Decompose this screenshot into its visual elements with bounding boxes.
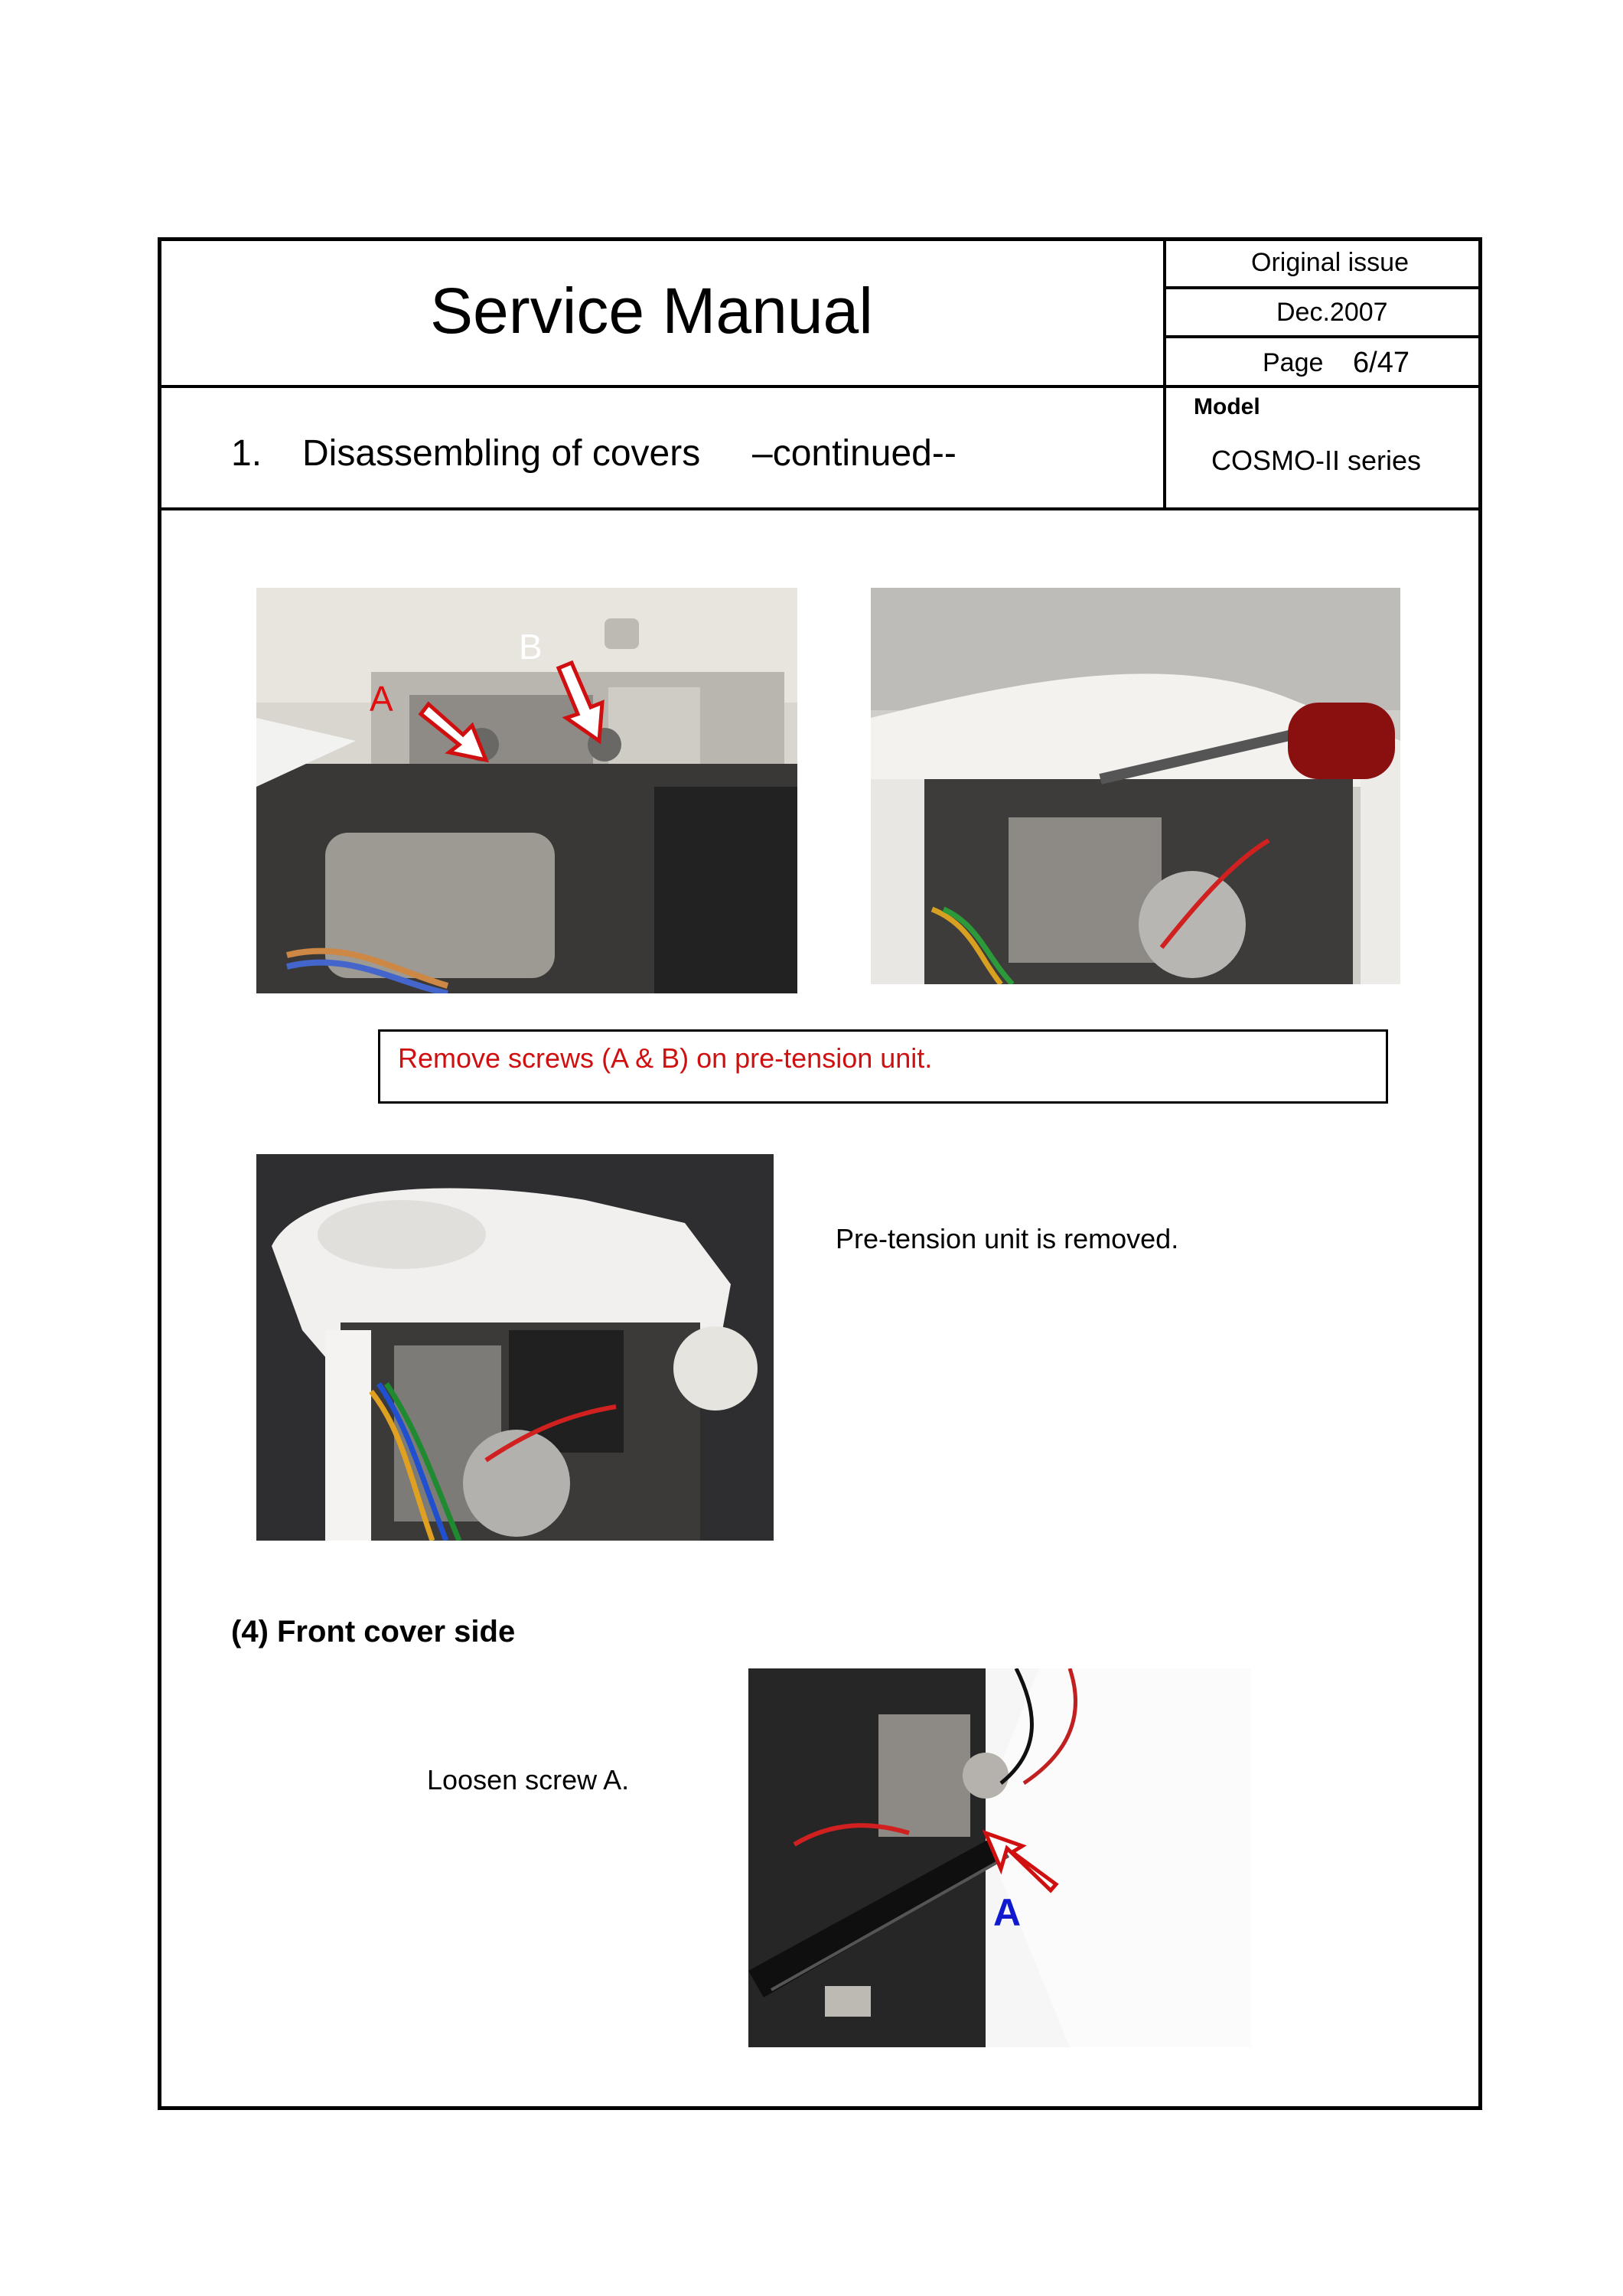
photo1-label-a: A bbox=[370, 679, 393, 719]
photo-screwdriver bbox=[871, 588, 1400, 984]
section-title: Disassembling of covers bbox=[302, 433, 701, 474]
header-divider-vertical bbox=[1163, 239, 1166, 510]
subheading-front-cover-side: (4) Front cover side bbox=[231, 1615, 516, 1649]
photo-front-cover-screw bbox=[748, 1668, 1251, 2047]
note-remove-screws: Remove screws (A & B) on pre-tension unit. bbox=[398, 1042, 933, 1074]
photo-pretension-removed bbox=[256, 1154, 774, 1541]
model-value: COSMO-II series bbox=[1211, 445, 1422, 476]
instruction-loosen-screw: Loosen screw A. bbox=[427, 1764, 630, 1795]
issue-date: Dec.2007 bbox=[1276, 298, 1388, 327]
section-number: 1. bbox=[231, 433, 262, 474]
page-number: 6/47 bbox=[1353, 347, 1410, 379]
photo-pretension-screws bbox=[256, 588, 797, 993]
caption-pretension-removed: Pre-tension unit is removed. bbox=[836, 1223, 1179, 1254]
page-title: Service Manual bbox=[430, 275, 873, 347]
photo4-label-a: A bbox=[993, 1891, 1022, 1934]
page-label: Page bbox=[1263, 348, 1324, 377]
original-issue-label: Original issue bbox=[1251, 248, 1409, 277]
model-label: Model bbox=[1194, 394, 1260, 419]
header-divider-date bbox=[1165, 335, 1481, 338]
header-divider-issue bbox=[1165, 286, 1481, 289]
section-continued: –continued-- bbox=[752, 433, 957, 474]
header-divider-title bbox=[159, 385, 1481, 388]
photo1-label-b: B bbox=[519, 627, 543, 667]
header-divider-bottom bbox=[159, 507, 1481, 510]
